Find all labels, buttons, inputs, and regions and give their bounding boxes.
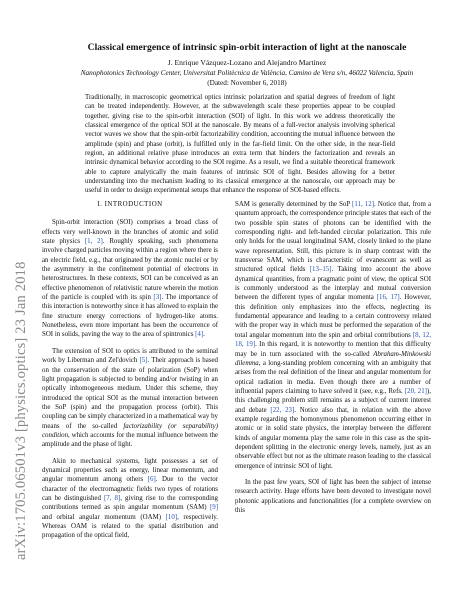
citation-link[interactable]: [22, 23]: [270, 406, 295, 414]
text-span: , a long-standing problem concerning with an ambiguity that arises from the real definition of the linear and angular momentum for optical radiation in media. Even though there are a number of influential papers claiming to have solved it (see, e.g., Refs.: [235, 359, 431, 395]
text-span: . Taking into account the above dynamical quantities, from a pragmatic point of view, the optical SOI is commonly understood as the interplay and mutual conversion between the different types of angular momenta: [235, 266, 431, 302]
text-span: and orbital angular momentum (OAM): [42, 513, 166, 521]
text-span: .: [203, 331, 205, 339]
text-span: Spin-orbit interaction (SOI) comprises a broad class of effects very well-known in the branches of atomic and solid state physics: [42, 219, 218, 246]
text-span: , which accounts for the mutual influence between the amplitude and the phase of light.: [42, 431, 218, 449]
citation-link[interactable]: [9]: [209, 504, 218, 512]
citation-link[interactable]: [8, 12, 18, 19]: [235, 331, 431, 349]
paragraph: [42, 347, 218, 450]
text-span: , giving rise to the corresponding contributions termed as spin angular momentum (SAM): [42, 494, 218, 512]
citation-link[interactable]: [6]: [147, 476, 156, 484]
text-span: . In this regard, it is noteworthy to mention that this difficulty may be in turn associated with the so-called: [235, 341, 431, 358]
text-span: Akin to mechanical systems, light possesses a set of dynamical properties such as energy, linear momentum, and angular momentum among others: [42, 457, 218, 484]
citation-link[interactable]: [13–15]: [309, 266, 332, 274]
paragraph: [42, 218, 218, 339]
left-column: [42, 200, 218, 548]
text-span: , respectively. Whereas OAM is related to the spatial distribution and propagation of the optical field,: [42, 513, 218, 540]
citation-link[interactable]: [5]: [139, 357, 148, 365]
text-span: . The importance of this interaction is noteworthy since it has allowed to explain the fine structure energy corrections of hydrogen-like atoms. Nonetheless, even more important has been the occurrence of SOI in solids, paving the way to the area of spintronics: [42, 294, 218, 339]
arxiv-identifier: arXiv:1705.06501v3 [physics.optics] 23 Jan 2018: [13, 261, 29, 560]
paper-title: Classical emergence of intrinsic spin-orbit interaction of light at the nanoscale: [87, 42, 407, 53]
paragraph: [235, 200, 431, 471]
citation-link[interactable]: [11, 12]: [352, 201, 374, 208]
text-span: SAM is generally determined by the SoP: [235, 201, 353, 208]
text-span: ), this challenging problem still remains as a subject of current interest and debate: [235, 387, 431, 414]
citation-link[interactable]: [4]: [195, 331, 204, 339]
section-heading: I. INTRODUCTION: [97, 201, 163, 208]
citation-link[interactable]: [10]: [165, 513, 178, 521]
italic-term: Abraham-Minkowski dilemma: [235, 350, 431, 367]
text-span: . Roughly speaking, such phenomena involve charged particles moving within a region where there is an electric field, e.g., that originated by the atomic nuclei or by the asymmetry in the confinement potential of electrons in heterostructures. In these contexts, SOI can be conceived as an effective phenomenon of relativistic nature wherein the motion of the particle is coupled with its spin: [42, 238, 218, 302]
citation-link[interactable]: [1, 2]: [84, 238, 103, 246]
paper-date: (Dated: November 6, 2018): [207, 79, 287, 87]
text-span: . Due to the vector character of the electromagnetic fields two types of rotations can be distinguished: [42, 476, 218, 502]
citation-link[interactable]: [16, 17]: [376, 294, 400, 302]
right-column: [235, 200, 431, 522]
paragraph: In the past few years, SOI of light has been the subject of intense research activity. Huge efforts have been devoted to investigate novel photonic applications and functionalities (for a complete overview on this: [235, 478, 431, 514]
text-span: . Notice that, from a quantum approach, the correspondence principle states that each of the two possible spin states of photons can be identified with the corresponding right- and left-handed circular polarization. This rule only holds for the usual longitudinal SAM, closely linked to the plane wave representation. Still, this picture is in sharp contrast with the transverse SAM, which is characteristic of evanescent as well as structured optical fields: [235, 201, 432, 274]
citation-link[interactable]: [20, 21]: [404, 387, 427, 395]
citation-link[interactable]: [3]: [153, 294, 162, 302]
paragraph: [42, 457, 218, 541]
italic-term: factorizability (or separability) condition: [42, 422, 218, 439]
abstract: Traditionally, in macroscopic geometrical optics intrinsic polarization and spatial degrees of freedom of light can be treated independently. However, at the subwavelength scale these properties appear to be coupled together, giving rise to the spin-orbit interaction (SOI) of light. In this work we address theoretically the classical emergence of the optical SOI at the nanoscale. By means of a full-vector analysis involving spherical vector waves we show that the spin-orbit factorizability condition, accounting the mutual influence between the amplitude (spin) and phase (orbit), is fulfilled only in the far-field limit. On the other side, in the near-field region, an additional relative phase introduces an extra term that hinders the factorization and reveals an intrinsic dynamical behavior according to the SOI regime. As a result, we find a suitable theoretical framework able to capture analytically the main features of intrinsic SOI of light. Besides allowing for a better understanding into the mechanism leading to its classical emergence at the nanoscale, our approach may be useful in order to design experimental setups that enhance the response of SOI-based effects.: [85, 94, 395, 195]
citation-link[interactable]: [7, 8]: [103, 494, 121, 502]
text-span: . However, this definition only emphasizes into the effects, neglecting its fundamental appearance and leading to a certain controversy related with the proper way in which must be performed the separation of the total angular momentum into the spin and orbital contributions: [235, 294, 431, 339]
paper-affiliation: Nanophotonics Technology Center, Universitat Politècnica de València, Camino de Vera s/n, 46022 Valencia, Spain: [80, 69, 414, 77]
text-span: . Their approach is based on the conservation of the state of polarization (SoP) when light propagation is subjected to bending and/or twisting in an optically inhomogeneous medium. Under this scheme, they introduced the optical SOI as the mutual interaction between the SoP (spin) and the propagation process (orbit). This coupling can be simply characterized in a mathematical way by means of the so-called: [42, 357, 218, 430]
text-span: The extension of SOI to optics is attributed to the seminal work by Liberman and Zel'dovich: [42, 347, 218, 365]
text-span: . Notice also that, in relation with the above example regarding the homonymous phenomenon occurring either in atomic or in solid state physics, the interplay between the different kinds of angular momenta play the same role in this case as the spin-dependent splitting in the electronic energy levels, namely, just as an observable effect but not as the ultimate reason leading to the classical emergence of intrinsic SOI of light.: [235, 406, 431, 470]
paper-authors: J. Enrique Vázquez-Lozano and Alejandro Martínez: [167, 58, 327, 67]
